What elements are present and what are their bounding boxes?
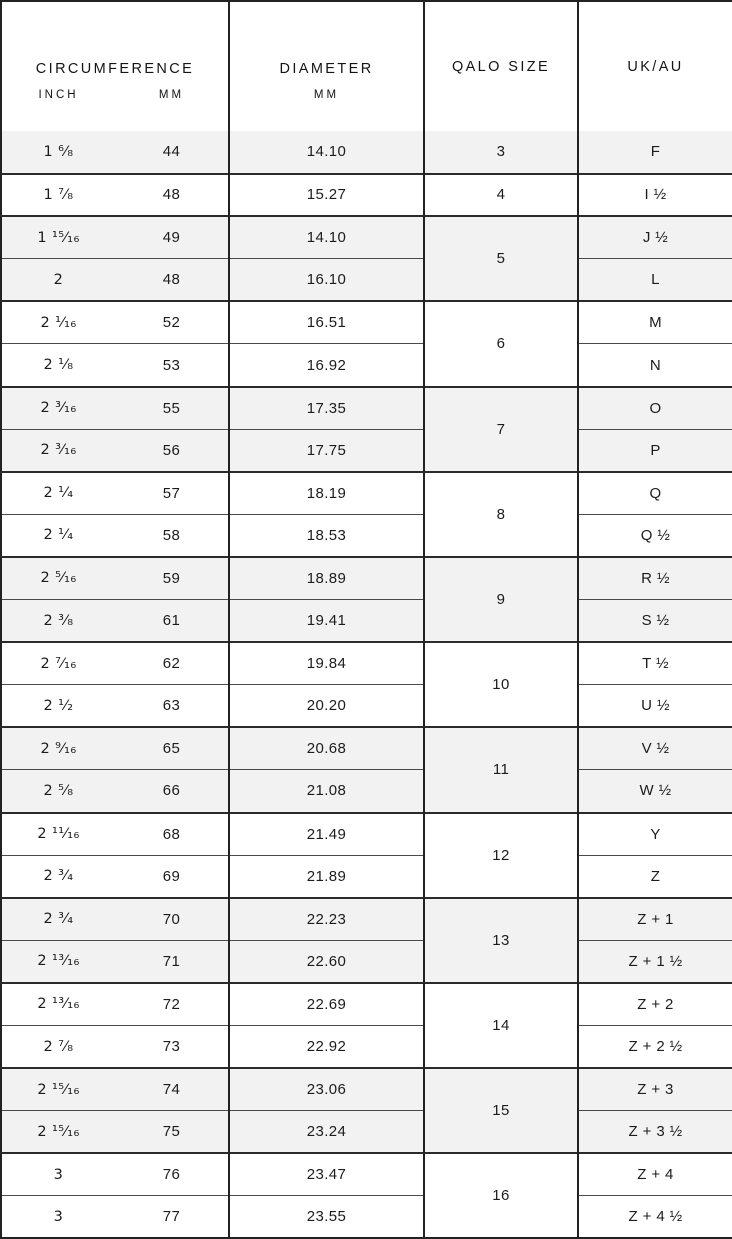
circumference-mm-cell: 59 — [115, 557, 229, 600]
circumference-mm-cell: 61 — [115, 600, 229, 643]
inch-cell: 2 ¹³⁄₁₆ — [1, 983, 115, 1026]
diameter-cell: 21.08 — [229, 770, 424, 813]
circumference-mm-cell: 48 — [115, 174, 229, 217]
diameter-cell: 18.89 — [229, 557, 424, 600]
inch-cell: 2 ³⁄₄ — [1, 898, 115, 941]
circumference-mm-cell: 58 — [115, 514, 229, 557]
diameter-cell: 21.89 — [229, 855, 424, 898]
uk-au-cell: Z + 4 — [578, 1153, 732, 1196]
circumference-mm-cell: 55 — [115, 387, 229, 430]
uk-au-cell: V ½ — [578, 727, 732, 770]
qalo-size-cell: 15 — [424, 1068, 578, 1153]
table-row — [1, 1068, 732, 1111]
diameter-cell: 17.75 — [229, 429, 424, 472]
circumference-mm-cell: 44 — [115, 131, 229, 174]
inch-cell: 2 ¹⁄₄ — [1, 514, 115, 557]
table-row — [1, 642, 732, 685]
circumference-mm-cell: 57 — [115, 472, 229, 515]
table-row — [1, 429, 732, 472]
inch-cell: 2 ⁵⁄₈ — [1, 770, 115, 813]
inch-cell: 2 ⁷⁄₁₆ — [1, 642, 115, 685]
uk-au-cell: Z + 1 — [578, 898, 732, 941]
qalo-size-cell: 3 — [424, 131, 578, 174]
diameter-cell: 19.84 — [229, 642, 424, 685]
qalo-size-header: QALO SIZE — [424, 1, 578, 131]
table-row — [1, 600, 732, 643]
table-row — [1, 344, 732, 387]
diameter-mm-subheader: MM — [229, 77, 424, 131]
circumference-mm-cell: 52 — [115, 301, 229, 344]
diameter-cell: 14.10 — [229, 216, 424, 259]
qalo-size-cell: 12 — [424, 813, 578, 898]
circumference-mm-cell: 77 — [115, 1196, 229, 1239]
table-row — [1, 1153, 732, 1196]
uk-au-cell: Q — [578, 472, 732, 515]
diameter-cell: 19.41 — [229, 600, 424, 643]
circumference-mm-cell: 48 — [115, 259, 229, 302]
diameter-cell: 20.68 — [229, 727, 424, 770]
table-row — [1, 855, 732, 898]
diameter-cell: 20.20 — [229, 685, 424, 728]
inch-cell: 2 ³⁄₈ — [1, 600, 115, 643]
table-row — [1, 131, 732, 174]
circumference-mm-cell: 69 — [115, 855, 229, 898]
diameter-cell: 23.47 — [229, 1153, 424, 1196]
diameter-cell: 16.92 — [229, 344, 424, 387]
uk-au-cell: R ½ — [578, 557, 732, 600]
uk-au-cell: O — [578, 387, 732, 430]
table-row — [1, 557, 732, 600]
table-row — [1, 1111, 732, 1154]
uk-au-cell: J ½ — [578, 216, 732, 259]
inch-cell: 2 ¹¹⁄₁₆ — [1, 813, 115, 856]
uk-au-cell: Z + 3 — [578, 1068, 732, 1111]
circumference-mm-cell: 70 — [115, 898, 229, 941]
qalo-size-cell: 6 — [424, 301, 578, 386]
table-row — [1, 940, 732, 983]
uk-au-cell: Z + 1 ½ — [578, 940, 732, 983]
diameter-cell: 23.06 — [229, 1068, 424, 1111]
inch-cell: 2 ¹⁄₂ — [1, 685, 115, 728]
circumference-mm-cell: 68 — [115, 813, 229, 856]
circumference-mm-cell: 72 — [115, 983, 229, 1026]
inch-cell: 2 ¹⁄₁₆ — [1, 301, 115, 344]
uk-au-cell: Z + 3 ½ — [578, 1111, 732, 1154]
circumference-mm-cell: 66 — [115, 770, 229, 813]
table-header — [1, 1, 732, 131]
circumference-inch-subheader: INCH — [38, 89, 79, 101]
circumference-mm-cell: 75 — [115, 1111, 229, 1154]
table-row — [1, 727, 732, 770]
uk-au-cell: Y — [578, 813, 732, 856]
diameter-cell: 23.24 — [229, 1111, 424, 1154]
inch-cell: 1 ⁷⁄₈ — [1, 174, 115, 217]
circumference-mm-cell: 73 — [115, 1025, 229, 1068]
circumference-mm-cell: 71 — [115, 940, 229, 983]
table-row — [1, 898, 732, 941]
size-table-body — [1, 131, 732, 1238]
qalo-size-cell: 10 — [424, 642, 578, 727]
diameter-cell: 18.19 — [229, 472, 424, 515]
inch-cell: 1 ⁶⁄₈ — [1, 131, 115, 174]
table-row — [1, 770, 732, 813]
circumference-mm-subheader: MM — [158, 89, 185, 101]
uk-au-cell: Z + 2 ½ — [578, 1025, 732, 1068]
qalo-size-cell: 7 — [424, 387, 578, 472]
qalo-size-cell: 5 — [424, 216, 578, 301]
qalo-size-cell: 8 — [424, 472, 578, 557]
inch-cell: 1 ¹⁵⁄₁₆ — [1, 216, 115, 259]
diameter-cell: 16.51 — [229, 301, 424, 344]
diameter-cell: 16.10 — [229, 259, 424, 302]
inch-cell: 2 ³⁄₄ — [1, 855, 115, 898]
diameter-cell: 23.55 — [229, 1196, 424, 1239]
uk-au-cell: Z — [578, 855, 732, 898]
circumference-mm-cell: 49 — [115, 216, 229, 259]
qalo-size-cell: 4 — [424, 174, 578, 217]
inch-cell: 3 — [1, 1196, 115, 1239]
diameter-cell: 18.53 — [229, 514, 424, 557]
uk-au-cell: U ½ — [578, 685, 732, 728]
diameter-cell: 22.92 — [229, 1025, 424, 1068]
table-row — [1, 472, 732, 515]
uk-au-cell: Q ½ — [578, 514, 732, 557]
diameter-cell: 21.49 — [229, 813, 424, 856]
inch-cell: 2 ⁵⁄₁₆ — [1, 557, 115, 600]
diameter-cell: 22.60 — [229, 940, 424, 983]
uk-au-cell: Z + 4 ½ — [578, 1196, 732, 1239]
circumference-mm-cell: 76 — [115, 1153, 229, 1196]
inch-cell: 3 — [1, 1153, 115, 1196]
table-row — [1, 174, 732, 217]
uk-au-cell: I ½ — [578, 174, 732, 217]
inch-cell: 2 — [1, 259, 115, 302]
inch-cell: 2 ⁷⁄₈ — [1, 1025, 115, 1068]
diameter-header: DIAMETER — [229, 1, 424, 77]
circumference-mm-cell: 63 — [115, 685, 229, 728]
uk-au-cell: T ½ — [578, 642, 732, 685]
uk-au-cell: M — [578, 301, 732, 344]
uk-au-cell: S ½ — [578, 600, 732, 643]
table-row — [1, 813, 732, 856]
table-row — [1, 301, 732, 344]
inch-cell: 2 ¹⁄₈ — [1, 344, 115, 387]
circumference-mm-cell: 56 — [115, 429, 229, 472]
table-row — [1, 387, 732, 430]
table-row — [1, 216, 732, 259]
qalo-size-cell: 11 — [424, 727, 578, 812]
inch-cell: 2 ¹⁄₄ — [1, 472, 115, 515]
uk-au-cell: P — [578, 429, 732, 472]
circumference-mm-cell: 62 — [115, 642, 229, 685]
qalo-size-cell: 13 — [424, 898, 578, 983]
qalo-size-cell: 9 — [424, 557, 578, 642]
qalo-size-cell: 16 — [424, 1153, 578, 1238]
inch-cell: 2 ¹³⁄₁₆ — [1, 940, 115, 983]
uk-au-cell: L — [578, 259, 732, 302]
table-row — [1, 983, 732, 1026]
table-row — [1, 259, 732, 302]
diameter-cell: 14.10 — [229, 131, 424, 174]
inch-cell: 2 ⁹⁄₁₆ — [1, 727, 115, 770]
table-row — [1, 685, 732, 728]
diameter-cell: 22.23 — [229, 898, 424, 941]
circumference-header: CIRCUMFERENCE — [35, 61, 195, 77]
diameter-cell: 17.35 — [229, 387, 424, 430]
uk-au-header: UK/AU — [627, 58, 684, 75]
inch-cell: 2 ¹⁵⁄₁₆ — [1, 1068, 115, 1111]
table-row — [1, 1025, 732, 1068]
uk-au-cell: W ½ — [578, 770, 732, 813]
inch-cell: 2 ³⁄₁₆ — [1, 429, 115, 472]
diameter-cell: 22.69 — [229, 983, 424, 1026]
circumference-mm-cell: 53 — [115, 344, 229, 387]
uk-au-cell: F — [578, 131, 732, 174]
uk-au-cell: Z + 2 — [578, 983, 732, 1026]
uk-au-cell: N — [578, 344, 732, 387]
circumference-mm-cell: 74 — [115, 1068, 229, 1111]
diameter-cell: 15.27 — [229, 174, 424, 217]
table-row — [1, 514, 732, 557]
table-row — [1, 1196, 732, 1239]
inch-cell: 2 ¹⁵⁄₁₆ — [1, 1111, 115, 1154]
inch-cell: 2 ³⁄₁₆ — [1, 387, 115, 430]
qalo-size-cell: 14 — [424, 983, 578, 1068]
circumference-mm-cell: 65 — [115, 727, 229, 770]
